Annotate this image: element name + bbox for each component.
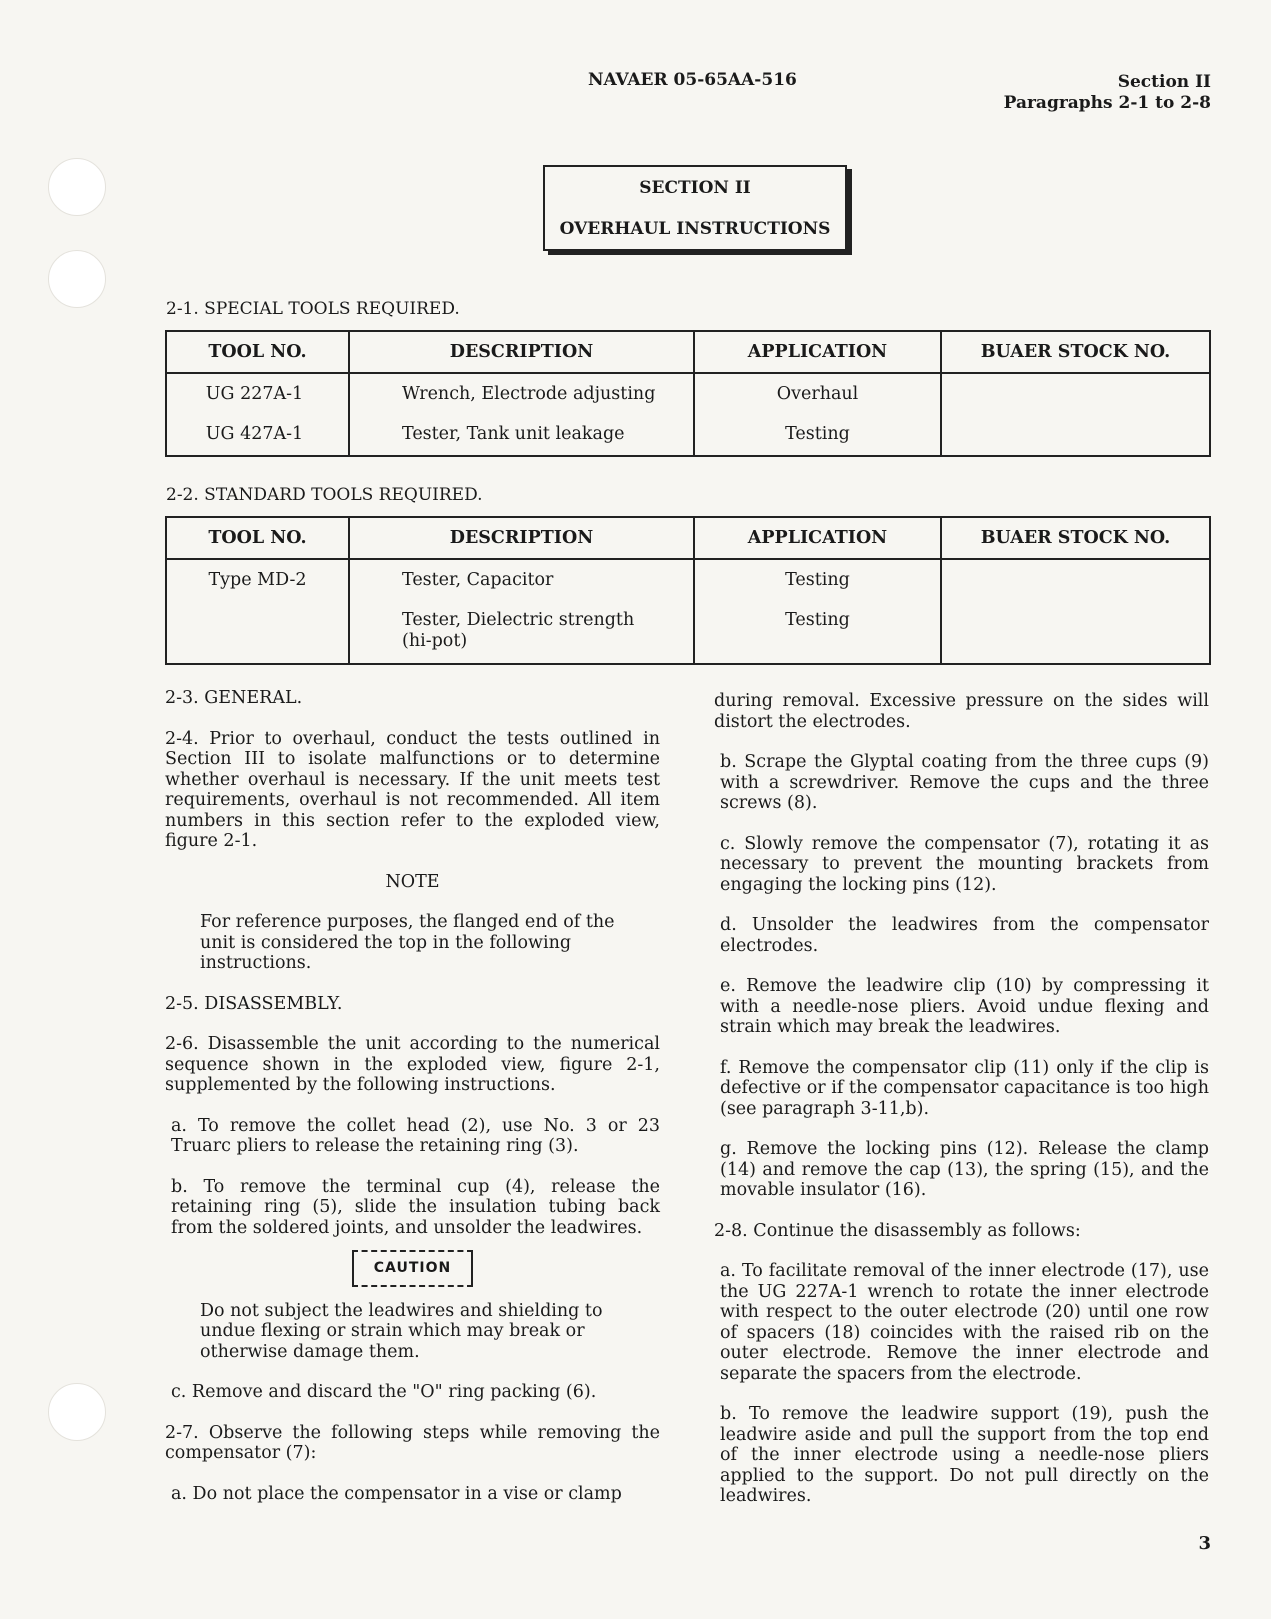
paragraph: 2-6. Disassemble the unit according to the numerical sequence shown in the exploded view, figure 2-1, supplemented by the following instructions. [165, 1034, 660, 1095]
column-header: TOOL NO. [166, 331, 349, 373]
paragraph-step: c. Slowly remove the compensator (7), rotating it as necessary to prevent the mounting brackets from engaging the locking pins (12). [720, 833, 1209, 895]
application-cell [694, 405, 941, 456]
tool-no-cell [166, 591, 349, 664]
paragraph-step: e. Remove the leadwire clip (10) by compressing it with a needle-nose pliers. Avoid undue flexing and strain which may break the leadwires. [720, 976, 1209, 1037]
description: Tester, Capacitor [402, 570, 554, 590]
column-header: BUAER STOCK NO. [941, 331, 1210, 373]
table-row [166, 591, 1210, 664]
description-cell [349, 559, 694, 591]
caution-label: CAUTION [352, 1250, 473, 1287]
paragraph-step: b. To remove the leadwire support (19), push the leadwire aside and pull the support from the top end of the inner electrode using a needle-nose pliers applied to the support. Do not pull directly on the leadwires. [720, 1404, 1209, 1506]
left-column [165, 688, 660, 1524]
caution-banner [165, 1250, 660, 1287]
binder-hole-middle [48, 250, 106, 308]
column-header: DESCRIPTION [349, 517, 694, 559]
note-title: NOTE [385, 871, 440, 892]
special-tools-table [165, 330, 1211, 457]
column-header: APPLICATION [694, 331, 941, 373]
application-cell [694, 559, 941, 591]
paragraph-heading: 2-3. GENERAL. [165, 688, 303, 708]
paragraph: 2-7. Observe the following steps while removing the compensator (7): [165, 1422, 660, 1463]
paragraphs-range: Paragraphs 2-1 to 2-8 [1003, 93, 1211, 113]
section-subtitle: OVERHAUL INSTRUCTIONS [559, 219, 831, 239]
paragraph-step: g. Remove the locking pins (12). Release the clamp (14) and remove the cap (13), the spring (15), and the movable insulator (16). [720, 1139, 1209, 1200]
tool-no-cell [166, 405, 349, 456]
paragraph-step: f. Remove the compensator clip (11) only if the clip is defective or if the compensator capacitance is too high (see paragraph 3-11,b). [720, 1057, 1209, 1119]
right-column [714, 691, 1209, 1527]
note-body: For reference purposes, the flanged end of the unit is considered the top in the following instructions. [200, 912, 615, 973]
column-header: BUAER STOCK NO. [941, 517, 1210, 559]
paragraph-step: a. To facilitate removal of the inner electrode (17), use the UG 227A-1 wrench to rotate the inner electrode with respect to the outer electrode (20) until one row of spacers (18) coincides with the raised rib on the outer electrode. Remove the inner electrode and separate the spacers from the electrode. [720, 1261, 1209, 1384]
stock-no-cell [941, 591, 1210, 664]
binder-hole-bottom [48, 1383, 106, 1441]
stock-no-cell [941, 559, 1210, 591]
binder-hole-top [48, 158, 106, 216]
description-cell [349, 405, 694, 456]
tool-no: Type MD-2 [208, 570, 307, 590]
application-cell [694, 591, 941, 664]
stock-no-cell [941, 373, 1210, 405]
description: Wrench, Electrode adjusting [402, 384, 656, 404]
table-header-row [166, 517, 1210, 559]
column-header: APPLICATION [694, 517, 941, 559]
description: Tester, Tank unit leakage [402, 424, 625, 444]
section-label: Section II [1117, 72, 1211, 92]
paragraph-step: a. To remove the collet head (2), use No. 3 or 23 Truarc pliers to release the retaining ring (3). [171, 1115, 660, 1156]
application: Testing [785, 424, 850, 444]
page-number: 3 [1198, 1533, 1211, 1554]
description-cell [349, 373, 694, 405]
table-row [166, 405, 1210, 456]
paragraph-heading: 2-5. DISASSEMBLY. [165, 993, 343, 1014]
tool-no-cell [166, 559, 349, 591]
paragraph-step: c. Remove and discard the "O" ring packing (6). [171, 1382, 597, 1402]
section-title: SECTION II [639, 178, 751, 198]
table-header-row [166, 331, 1210, 373]
paragraph: 2-8. Continue the disassembly as follows: [714, 1220, 1081, 1241]
application: Testing [785, 610, 850, 630]
paragraph-step: a. Do not place the compensator in a vise or clamp [171, 1483, 622, 1504]
standard-tools-table [165, 516, 1211, 665]
description-cell [349, 591, 694, 664]
table-row [166, 559, 1210, 591]
paragraph: 2-4. Prior to overhaul, conduct the tests outlined in Section III to isolate malfunctions or to determine whether overhaul is necessary. If the unit meets test requirements, overhaul is not recommended. All item numbers in this section refer to the exploded view, figure 2-1. [165, 728, 660, 851]
column-header: TOOL NO. [166, 517, 349, 559]
paragraph-continued: during removal. Excessive pressure on the sides will distort the electrodes. [714, 691, 1209, 732]
paragraph-step: b. Scrape the Glyptal coating from the three cups (9) with a screwdriver. Remove the cups and the three screws (8). [720, 752, 1209, 813]
description: Tester, Dielectric strength (hi-pot) [402, 610, 635, 651]
caution-body: Do not subject the leadwires and shielding to undue flexing or strain which may break or otherwise damage them. [200, 1300, 603, 1362]
tool-no-cell [166, 373, 349, 405]
application-cell [694, 373, 941, 405]
tool-no: UG 227A-1 [205, 384, 304, 404]
tool-no: UG 427A-1 [205, 424, 304, 444]
stock-no-cell [941, 405, 1210, 456]
column-header: DESCRIPTION [349, 331, 694, 373]
application: Testing [785, 570, 850, 590]
section-title-box [543, 165, 847, 251]
table-row [166, 373, 1210, 405]
application: Overhaul [776, 384, 859, 404]
paragraph-step: b. To remove the terminal cup (4), release the retaining ring (5), slide the insulation tubing back from the soldered joints, and unsolder the leadwires. [171, 1176, 660, 1238]
doc-number: NAVAER 05-65AA-516 [588, 70, 797, 90]
standard-tools-title: 2-2. STANDARD TOOLS REQUIRED. [166, 485, 483, 505]
paragraph-step: d. Unsolder the leadwires from the compensator electrodes. [720, 915, 1209, 956]
special-tools-title: 2-1. SPECIAL TOOLS REQUIRED. [166, 299, 460, 319]
